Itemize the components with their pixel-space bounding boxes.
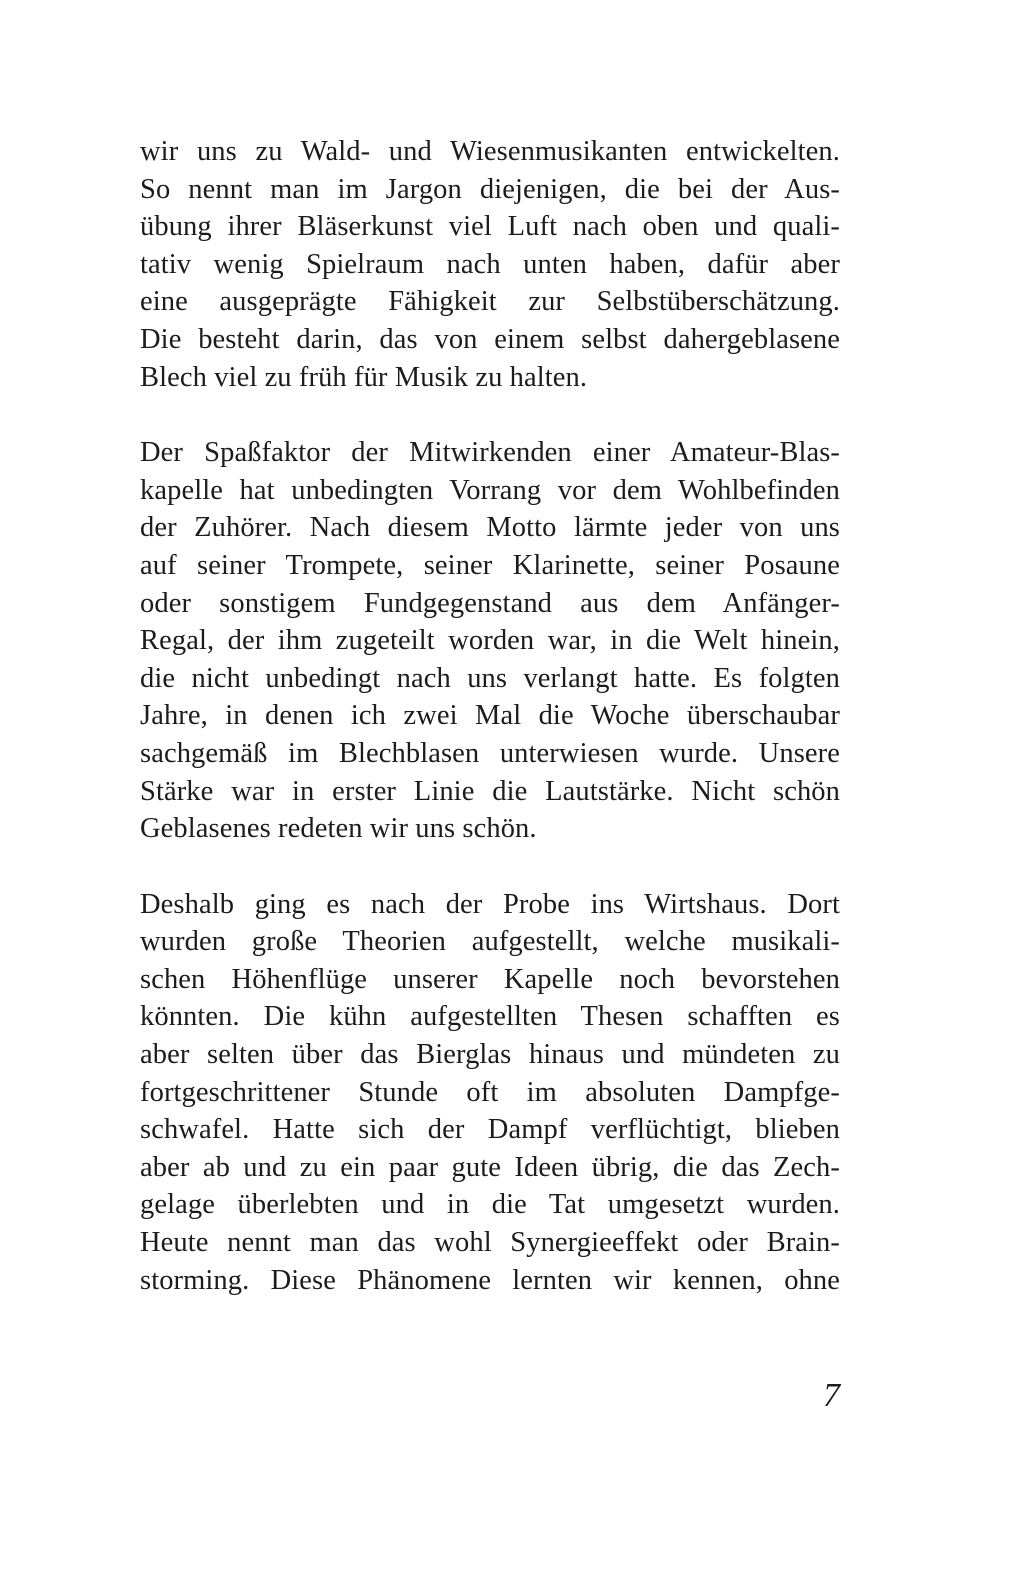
text-line: Heute nennt man das wohl Synergieeffekt oder Brain- (140, 1227, 840, 1259)
text-line: aber selten über das Bierglas hinaus und mündeten zu (140, 1039, 840, 1071)
text-line: storming. Diese Phänomene lernten wir kennen, ohne (140, 1264, 840, 1296)
text-line: Jahre, in denen ich zwei Mal die Woche überschaubar (140, 700, 840, 732)
text-line: Deshalb ging es nach der Probe ins Wirtshaus. Dort (140, 888, 840, 920)
body-text (140, 133, 840, 1299)
text-line: eine ausgeprägte Fähigkeit zur Selbstüberschätzung. (140, 286, 840, 318)
text-line: Geblasenes redeten wir uns schön. (140, 813, 537, 845)
text-line: wir uns zu Wald- und Wiesenmusikanten entwickelten. (140, 136, 840, 167)
text-line: gelage überlebten und in die Tat umgesetzt wurden. (140, 1189, 840, 1221)
text-line: wurden große Theorien aufgestellt, welche musikali- (140, 926, 840, 958)
text-line: aber ab und zu ein paar gute Ideen übrig, die das Zech- (140, 1151, 840, 1183)
text-line: Blech viel zu früh für Musik zu halten. (140, 361, 588, 393)
text-line: schen Höhenflüge unserer Kapelle noch bevorstehen (140, 963, 840, 995)
paragraph-2 (140, 434, 840, 848)
text-line: könnten. Die kühn aufgestellten Thesen schafften es (140, 1001, 840, 1033)
text-line: schwafel. Hatte sich der Dampf verflüchtigt, blieben (140, 1114, 840, 1146)
text-line: die nicht unbedingt nach uns verlangt hatte. Es folgten (140, 662, 840, 694)
page-number: 7 (823, 1377, 840, 1414)
text-line: auf seiner Trompete, seiner Klarinette, seiner Posaune (140, 549, 840, 581)
text-line: Regal, der ihm zugeteilt worden war, in die Welt hinein, (140, 625, 840, 657)
paragraph-3 (140, 886, 840, 1300)
paragraph-gap (140, 848, 840, 886)
text-line: Die besteht darin, das von einem selbst dahergeblasene (140, 323, 840, 355)
text-line: fortgeschrittener Stunde oft im absoluten Dampfge- (140, 1076, 840, 1108)
text-line: sachgemäß im Blechblasen unterwiesen wurde. Unsere (140, 737, 840, 769)
text-line: Stärke war in erster Linie die Lautstärke. Nicht schön (140, 775, 840, 807)
text-line: tativ wenig Spielraum nach unten haben, dafür aber (140, 248, 840, 280)
paragraph-1 (140, 133, 840, 396)
text-line: der Zuhörer. Nach diesem Motto lärmte jeder von uns (140, 512, 840, 544)
text-line: übung ihrer Bläserkunst viel Luft nach oben und quali- (140, 211, 840, 243)
text-line: So nennt man im Jargon diejenigen, die bei der Aus- (140, 173, 840, 205)
text-line: kapelle hat unbedingten Vorrang vor dem Wohlbefinden (140, 474, 840, 506)
text-line: oder sonstigem Fundgegenstand aus dem Anfänger- (140, 587, 840, 619)
text-line: Der Spaßfaktor der Mitwirkenden einer Amateur-Blas- (140, 437, 840, 469)
paragraph-gap (140, 396, 840, 434)
